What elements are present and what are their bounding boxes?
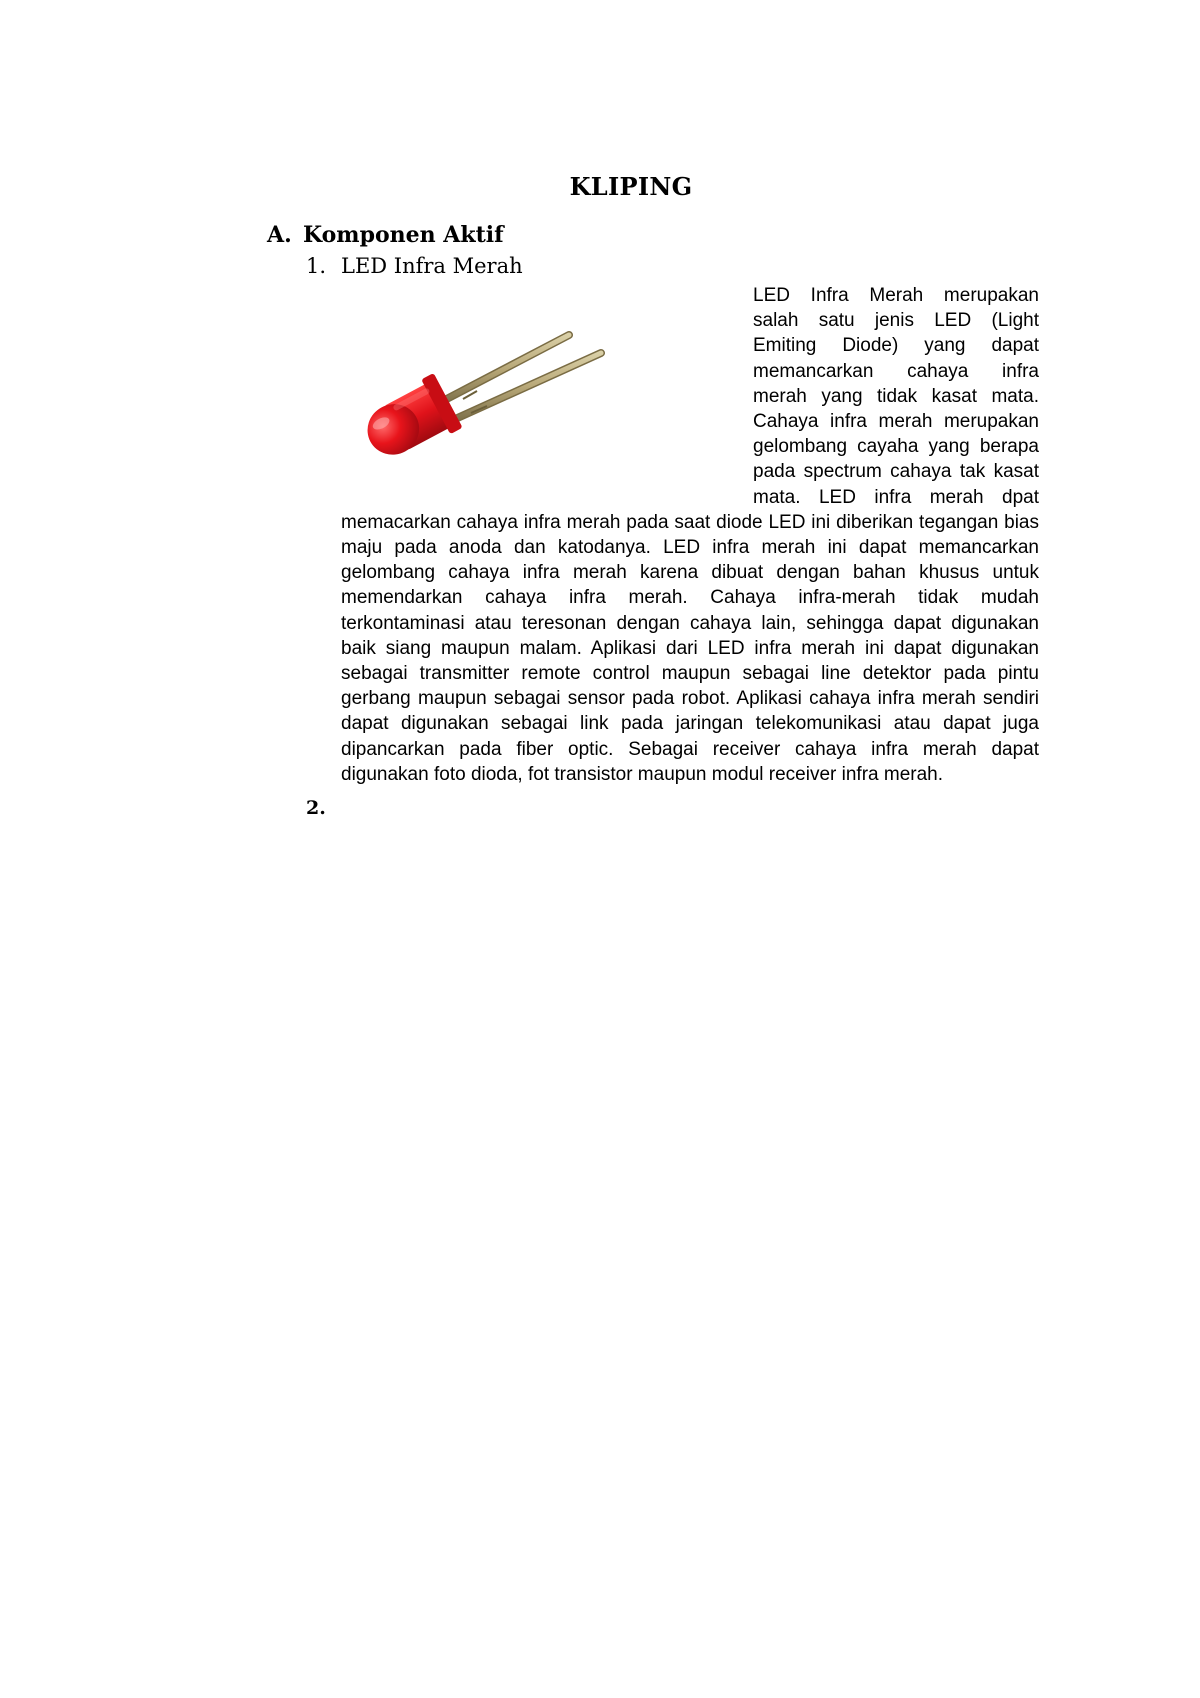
section-heading [267, 222, 504, 248]
list-item-paragraph: LED Infra Merah merupakan salah satu jenis LED (Light Emiting Diode) yang dapat memancarkan cahaya infra merah yang tidak kasat mata. Cahaya infra merah merupakan gelombang cayaha yang berapa pada spectrum cahaya tak kasat mata. LED infra merah dpat memacarkan cahaya infra merah pada saat diode LED ini diberikan tegangan bias maju pada anoda dan katodanya. LED infra merah ini dapat memancarkan gelombang cahaya infra merah karena dibuat dengan bahan khusus untuk memendarkan cahaya infra merah. Cahaya infra-merah tidak mudah terkontaminasi atau teresonan dengan cahaya lain, sehingga dapat digunakan baik siang maupun malam. Aplikasi dari LED infra merah ini dapat digunakan sebagai transmitter remote control maupun sebagai line detektor pada pintu gerbang maupun sebagai sensor pada robot. Aplikasi cahaya infra merah sendiri dapat digunakan sebagai link pada jaringan telekomunikasi atau dapat juga dipancarkan pada fiber optic. Sebagai receiver cahaya infra merah dapat digunakan foto dioda, fot transistor maupun modul receiver infra merah. [341, 285, 1039, 785]
list-item-number-2: 2. [306, 797, 326, 819]
list-item-heading [306, 254, 523, 278]
document-title: KLIPING [569, 172, 693, 201]
list-item-heading-text: LED Infra Merah [341, 254, 523, 278]
red-led-photo [341, 285, 753, 485]
red-led-image [341, 285, 753, 485]
section-marker: A. [267, 222, 292, 248]
list-item-body [341, 283, 1039, 787]
led-body [356, 373, 463, 469]
list-item-number: 1. [306, 254, 327, 278]
section-heading-text: Komponen Aktif [303, 222, 504, 248]
led-leads [439, 335, 601, 420]
